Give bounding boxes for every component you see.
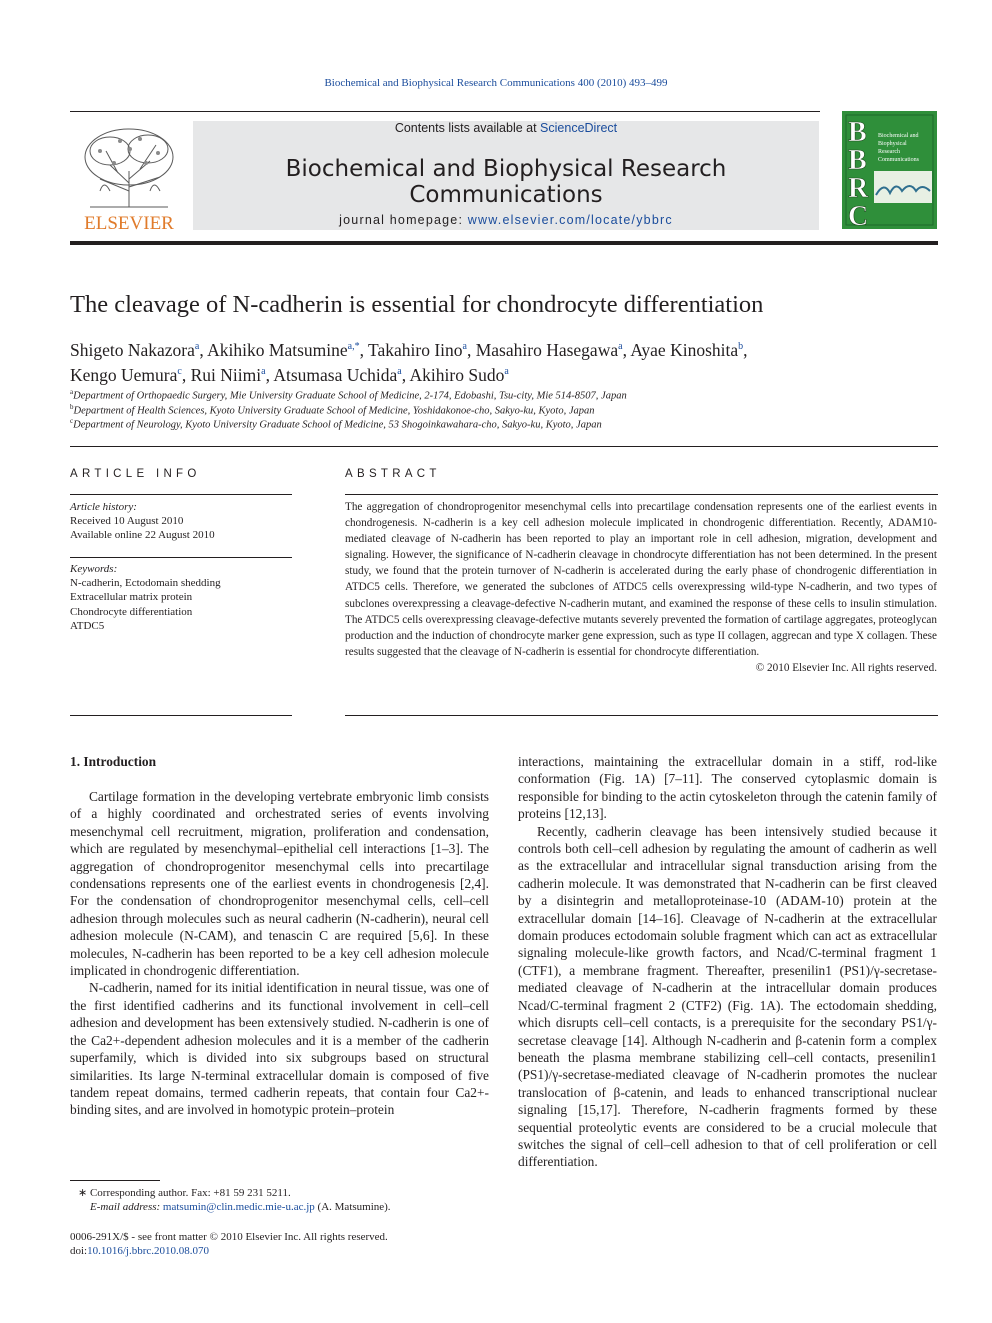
elsevier-logo[interactable] — [70, 121, 188, 233]
bbrc-cover-image — [842, 111, 937, 229]
author-affil-mark[interactable]: a — [397, 365, 402, 377]
author-name: Akihiko Matsumine — [207, 339, 348, 360]
affiliation-text: Department of Orthopaedic Surgery, Mie University Graduate School of Medicine, 2-174, Edobashi, Tsu-city, Mie 514-8507, Japan — [73, 390, 627, 402]
body-paragraph: Cartilage formation in the developing vertebrate embryonic limb consists of a highly coordinated and orchestrated series of events involving mesenchymal cell recruitment, migration, proliferation and condensation, which are regulated by mesenchymal–epithelial cell interactions [1–3]. The aggregation of chondroprogenitor mesenchymal cells into precartilage condensations represents one of the earliest events in chondrogenesis [2,4]. For the condensation of chondroprogenitor mesenchymal cells, cell–cell adhesion through molecules such as neural cadherin (N-cadherin), neural cell adhesion molecule (N-CAM), and tenascin C are required [5,6]. In these molecules, N-cadherin has been reported to be a key cell adhesion molecule implicated in chondrogenic differentiation. — [70, 789, 489, 979]
author-affil-mark[interactable]: b — [738, 341, 744, 352]
affiliation-a — [70, 388, 627, 402]
author-separator: , — [466, 339, 476, 360]
author[interactable] — [476, 340, 623, 360]
affiliation-mark: a — [70, 388, 74, 396]
author-name: Shigeto Nakazora — [70, 339, 195, 360]
affiliation-text: Department of Neurology, Kyoto University Graduate School of Medicine, 53 Shogoinkawahara-cho, Sakyo-ku, Kyoto, Japan — [73, 419, 602, 431]
article-info-heading: ARTICLE INFO — [70, 468, 201, 480]
body-paragraph: N-cadherin, named for its initial identification in neural tissue, was one of the first identified cadherins and its functional involvement in cell–cell adhesion and development has been extensively studied. N-cadherin is one of the Ca2+-dependent adhesion molecules and it is a member of the cadherin superfamily, which is divided into six subgroups based on structural similarities. Its large N-terminal extracellular domain is composed of five tandem repeat domains, termed cadherin repeats, that contain four Ca2+-binding sites, and are involved in homotypic protein–protein — [70, 980, 489, 1118]
affiliation-b — [70, 403, 595, 417]
abstract-text: The aggregation of chondroprogenitor mesenchymal cells into precartilage condensation represents one of the earliest events in chondrogenesis. N-cadherin is a key cell adhesion molecule implicated in chondrogenic differentiation. Recently, ADAM10-mediated cleavage of N-cadherin has been reported to play an important role in cell adhesion, migration, development and signaling. However, the significance of N-cadherin cleavage in chondrocyte differentiation has not been determined. In the present study, we found that the protein turnover of N-cadherin is accelerated during the early phase of chondrogenic differentiation in ATDC5 cells. Therefore, we generated the subclones of ATDC5 cells overexpressing wild-type N-cadherin, and two types of subclones overexpressing a cleavage-defective N-cadherin mutant, and examined the response of these cells to insulin stimulation. The ATDC5 cells overexpressing cleavage-defective mutants severely prevented the formation of cartilage aggregates, proteoglycan production and the induction of chondrocyte marker gene expression, such as type II collagen, aggrecan and type X collagen. These results suggested that the cleavage of N-cadherin is essential for chondrocyte differentiation. — [345, 501, 937, 658]
author-separator: , — [199, 339, 208, 360]
received-date: Received 10 August 2010 — [70, 515, 184, 528]
article-title: The cleavage of N-cadherin is essential for chondrocyte differentiation — [70, 291, 764, 318]
abstract-copyright: © 2010 Elsevier Inc. All rights reserved. — [755, 661, 937, 674]
author-affil-mark[interactable]: a — [504, 365, 509, 377]
journal-title: Biochemical and Biophysical Research Communications — [285, 156, 727, 208]
author[interactable] — [368, 340, 467, 360]
keywords-label: Keywords: — [70, 563, 118, 575]
author[interactable] — [410, 365, 509, 385]
email-link[interactable]: matsumin@clin.medic.mie-u.ac.jp — [162, 1201, 315, 1213]
author-affil-mark[interactable]: c — [177, 365, 182, 377]
svg-text:BBRC: B B R C — [848, 117, 869, 229]
body-paragraph: Recently, cadherin cleavage has been intensively studied because it controls both cell–cell adhesion by regulating the amount of cadherin as well as the extracellular and intracellular signal transduction arising from the cadherin molecule. It was demonstrated that N-cadherin can be first cleaved by a disintegrin and metalloproteinase-10 (ADAM-10) protein at the extracellular domain [14–16]. Cleavage of N-cadherin at the extracellular domain produces ectodomain soluble fragment which can act as extracellular signaling molecule-like growth factors, and Ncad/C-terminal fragment 1 (CTF1), a membrane fragment. Thereafter, presenilin1 (PS1)/γ-secretase-mediated cleavage of N-cadherin at the intracellular domain produces Ncad/C-terminal fragment 2 (CTF2) (Fig. 1A). The ectodomain shedding, which disrupts cell–cell contacts, is a prerequisite for the secondary PS1/γ-secretase cleavage [14]. Although N-cadherin and β-catenin form a complex beneath the plasma membrane stabilizing cell–cell contacts, presenilin1 (PS1)/γ-secretase-mediated cleavage of N-cadherin promotes the nuclear translocation of β-catenin, and leads to enhanced transcriptional nuclear signaling [15,17]. Therefore, N-cadherin fragments formed by these sequential proteolytic events are considered to be a crucial molecule that switches the signal of cell–cell adhesion to that of cell proliferation or cell differentiation. — [518, 823, 937, 1170]
corresponding-author-note — [78, 1186, 291, 1199]
contents-line — [193, 121, 819, 135]
footnote-rule — [70, 1180, 160, 1181]
affiliation-c — [70, 417, 602, 431]
author-name: Rui Niimi — [190, 364, 262, 385]
abstract — [345, 499, 937, 676]
body-paragraph: interactions, maintaining the extracellular domain in a stiff, rod-like conformation (Fig. 1A) [7–11]. The conserved cytoplasmic domain is responsible for binding to the actin cytoskeleton through the catenin family of proteins [12,13]. — [518, 754, 937, 822]
article-info-bottom-rule — [70, 715, 292, 716]
asterisk-mark: ∗ — [78, 1187, 90, 1199]
svg-text:Communications: Communications — [878, 157, 919, 163]
corresponding-text: Corresponding author. Fax: +81 59 231 5211. — [89, 1187, 291, 1199]
author-separator: , — [265, 364, 274, 385]
author-name: Masahiro Hasegawa — [475, 339, 619, 360]
author-separator: , — [743, 339, 748, 360]
keyword: N-cadherin, Ectodomain shedding — [70, 577, 221, 590]
author[interactable] — [207, 340, 359, 360]
history-label: Article history: — [70, 501, 137, 513]
body-right-column — [518, 753, 937, 1171]
elsevier-tree-icon — [70, 121, 188, 233]
doi-label: doi: — [70, 1245, 88, 1257]
author[interactable] — [191, 365, 266, 385]
affiliation-mark: c — [70, 417, 74, 425]
author-separator: , — [359, 339, 369, 360]
author-separator: , — [622, 339, 631, 360]
author-separator: , — [401, 364, 410, 385]
email-owner: (A. Matsumine). — [317, 1201, 391, 1213]
author-name: Ayae Kinoshita — [630, 339, 739, 360]
body-left-column — [70, 788, 489, 1119]
author[interactable] — [273, 365, 401, 385]
email-label: E-mail address: — [90, 1201, 161, 1213]
author-name: Takahiro Iino — [368, 339, 463, 360]
affiliation-text: Department of Health Sciences, Kyoto University Graduate School of Medicine, Yoshidakonoe-cho, Sakyo-ku, Kyoto, Japan — [73, 405, 595, 417]
author-name: Akihiro Sudo — [409, 364, 505, 385]
author-affil-mark[interactable]: a — [462, 341, 467, 352]
available-date: Available online 22 August 2010 — [70, 529, 215, 542]
author-affil-mark[interactable]: a — [194, 341, 200, 352]
author-list — [70, 336, 938, 386]
svg-text:Biochemical and: Biochemical and — [878, 133, 919, 139]
header-rule — [70, 111, 820, 112]
keywords-block — [70, 562, 221, 633]
affiliation-rule — [70, 446, 938, 447]
author-affil-mark[interactable]: a — [618, 341, 623, 352]
author-affil-mark[interactable]: a,* — [347, 341, 360, 352]
abstract-heading: ABSTRACT — [345, 468, 441, 480]
author[interactable] — [630, 340, 743, 360]
journal-citation[interactable]: Biochemical and Biophysical Research Communications 400 (2010) 493–499 — [324, 77, 668, 89]
homepage-link[interactable]: www.elsevier.com/locate/ybbrc — [467, 213, 673, 227]
section-heading-introduction: 1. Introduction — [70, 754, 157, 769]
keyword: ATDC5 — [70, 619, 105, 632]
author-affil-mark[interactable]: a — [261, 365, 266, 377]
svg-text:Biophysical: Biophysical — [878, 141, 907, 147]
journal-cover[interactable] — [842, 111, 937, 229]
article-info-rule — [70, 494, 292, 495]
affiliation-mark: b — [70, 403, 74, 411]
doi-line — [70, 1245, 209, 1257]
abstract-bottom-rule — [345, 715, 938, 716]
journal-homepage — [193, 213, 819, 227]
issn-line: 0006-291X/$ - see front matter © 2010 Elsevier Inc. All rights reserved. — [70, 1231, 388, 1243]
keyword: Chondrocyte differentiation — [70, 605, 193, 618]
header-thick-rule — [70, 241, 938, 245]
author-name: Atsumasa Uchida — [273, 364, 398, 385]
contents-prefix: Contents lists available at — [394, 121, 541, 135]
article-history — [70, 500, 215, 543]
abstract-rule — [345, 494, 938, 495]
author-separator: , — [181, 364, 191, 385]
elsevier-wordmark: ELSEVIER — [84, 213, 174, 233]
author[interactable] — [70, 340, 199, 360]
homepage-prefix: journal homepage: — [339, 213, 468, 227]
author[interactable] — [70, 365, 182, 385]
sciencedirect-link[interactable]: ScienceDirect — [540, 121, 618, 135]
svg-text:Research: Research — [878, 149, 900, 155]
keyword: Extracellular matrix protein — [70, 591, 193, 604]
keywords-rule — [70, 557, 292, 558]
email-note — [90, 1201, 391, 1213]
doi-link[interactable]: 10.1016/j.bbrc.2010.08.070 — [87, 1245, 210, 1257]
author-name: Kengo Uemura — [70, 364, 178, 385]
